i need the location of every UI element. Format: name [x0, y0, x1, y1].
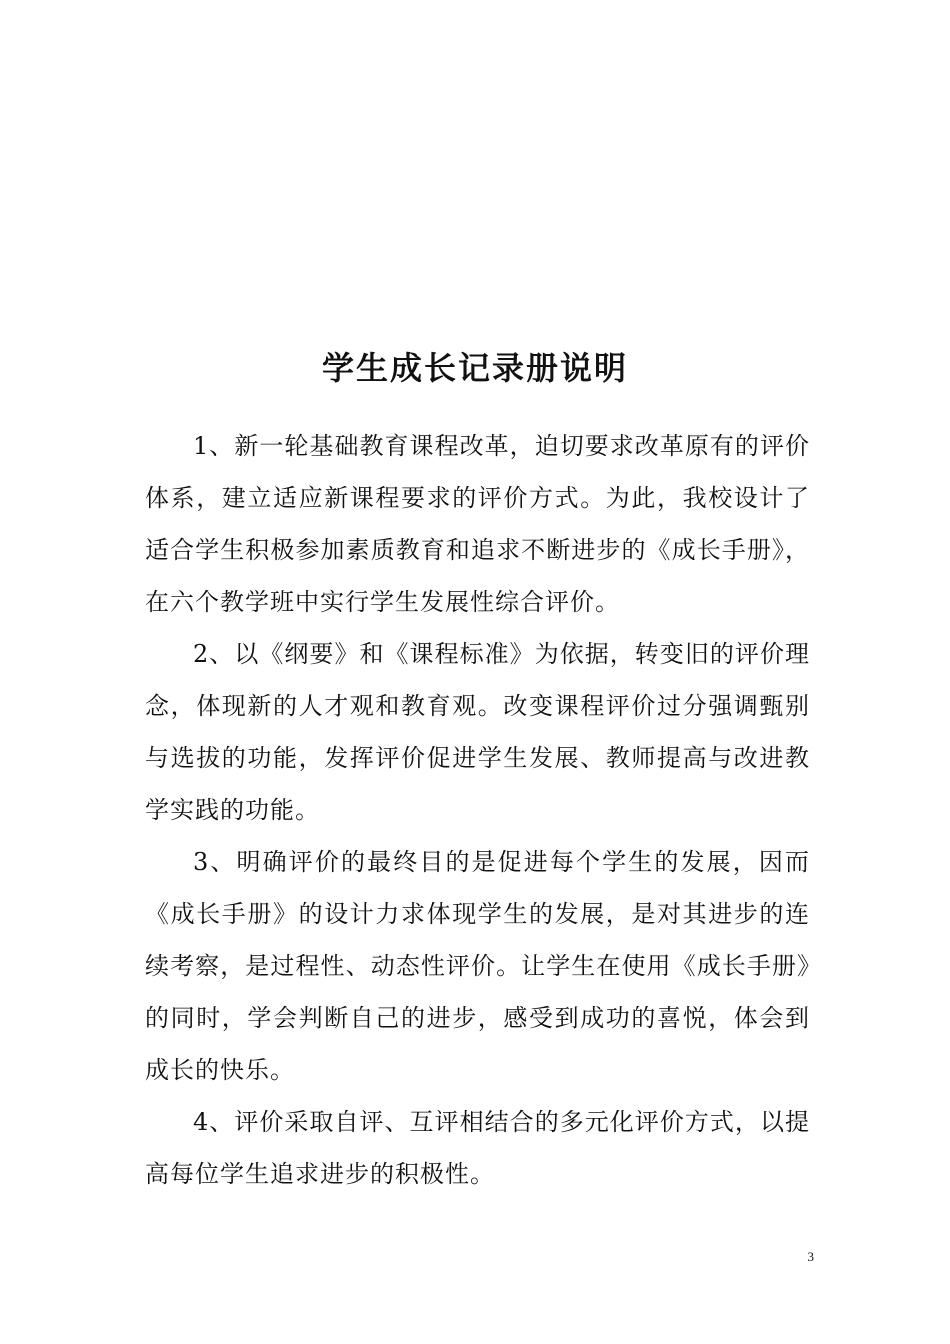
page-title: 学生成长记录册说明 — [321, 349, 628, 387]
page-number: 3 — [807, 1249, 814, 1264]
paragraph-3: 3、明确评价的最终目的是促进每个学生的发展，因而《成长手册》的设计力求体现学生的发展，是对其进步的连续考察，是过程性、动态性评价。让学生在使用《成长手册》的同时，学会判断自己的进步，感受到成功的喜悦，体会到成长的快乐。 — [145, 848, 810, 1084]
paragraph-4: 4、评价采取自评、互评相结合的多元化评价方式，以提高每位学生追求进步的积极性。 — [145, 1108, 810, 1188]
paragraph-2: 2、以《纲要》和《课程标准》为依据，转变旧的评价理念，体现新的人才观和教育观。改变课程评价过分强调甄别与选拔的功能，发挥评价促进学生发展、教师提高与改进教学实践的功能。 — [145, 640, 810, 824]
paragraph-1: 1、新一轮基础教育课程改革，迫切要求改革原有的评价体系，建立适应新课程要求的评价方式。为此，我校设计了适合学生积极参加素质教育和追求不断进步的《成长手册》，在六个教学班中实行学生发展性综合评价。 — [145, 432, 810, 616]
document-body — [145, 420, 810, 1200]
